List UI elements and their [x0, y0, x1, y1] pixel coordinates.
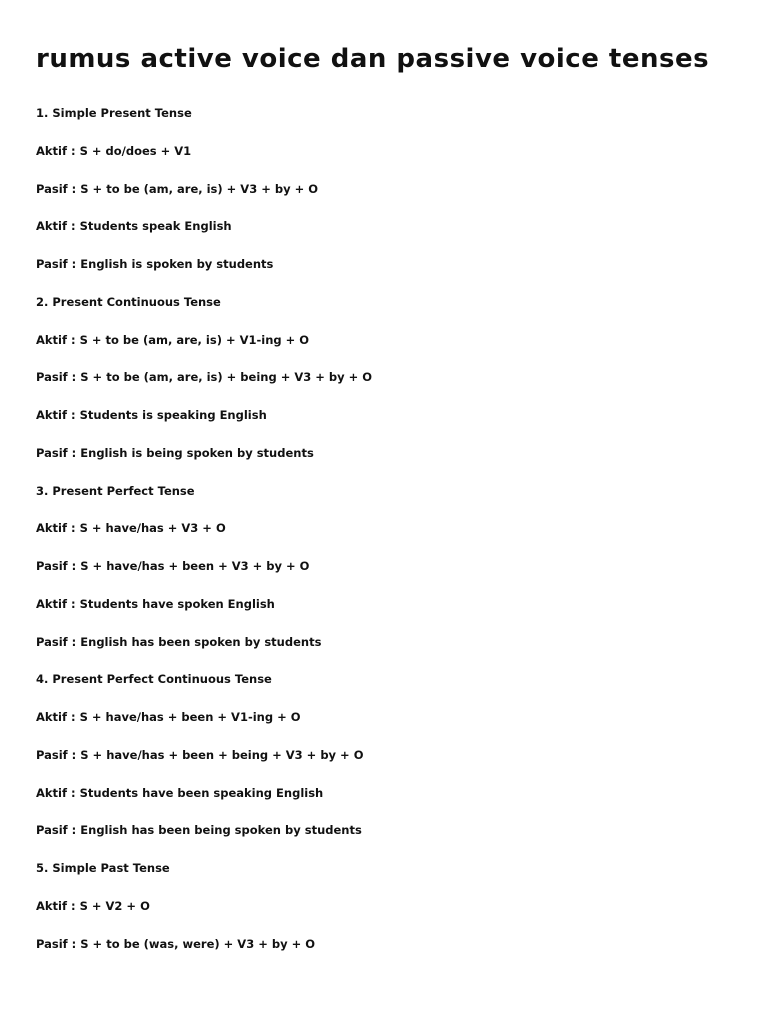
section-heading: 4. Present Perfect Continuous Tense: [36, 672, 272, 687]
passive-example: Pasif : English has been being spoken by students: [36, 823, 362, 838]
passive-formula: Pasif : S + have/has + been + being + V3 + by + O: [36, 747, 364, 762]
active-formula: Aktif : S + to be (am, are, is) + V1-ing + O: [36, 332, 310, 347]
passive-formula: Pasif : S + to be (am, are, is) + V3 + by + O: [36, 181, 318, 196]
passive-example: Pasif : English is being spoken by students: [36, 445, 314, 460]
section-heading: 5. Simple Past Tense: [36, 861, 170, 875]
section-heading: 3. Present Perfect Tense: [36, 483, 195, 498]
passive-formula: Pasif : S + to be (am, are, is) + being + V3 + by + O: [36, 370, 373, 385]
active-example: Aktif : Students speak English: [36, 219, 232, 234]
passive-example: Pasif : English is spoken by students: [36, 257, 274, 271]
document-title: rumus active voice dan passive voice tenses: [36, 44, 710, 74]
section-heading: 1. Simple Present Tense: [36, 106, 192, 120]
active-formula: Aktif : S + have/has + V3 + O: [36, 521, 226, 536]
active-example: Aktif : Students have spoken English: [36, 596, 275, 611]
active-formula: Aktif : S + do/does + V1: [36, 143, 192, 158]
active-example: Aktif : Students have been speaking English: [36, 785, 324, 800]
section-heading: 2. Present Continuous Tense: [36, 294, 221, 309]
active-formula: Aktif : S + V2 + O: [36, 898, 150, 913]
passive-formula: Pasif : S + have/has + been + V3 + by + O: [36, 559, 310, 573]
active-formula: Aktif : S + have/has + been + V1-ing + O: [36, 710, 301, 724]
passive-example: Pasif : English has been spoken by students: [36, 634, 322, 649]
formula-list: [36, 103, 372, 971]
active-example: Aktif : Students is speaking English: [36, 408, 267, 422]
passive-formula: Pasif : S + to be (was, were) + V3 + by + O: [36, 936, 315, 951]
